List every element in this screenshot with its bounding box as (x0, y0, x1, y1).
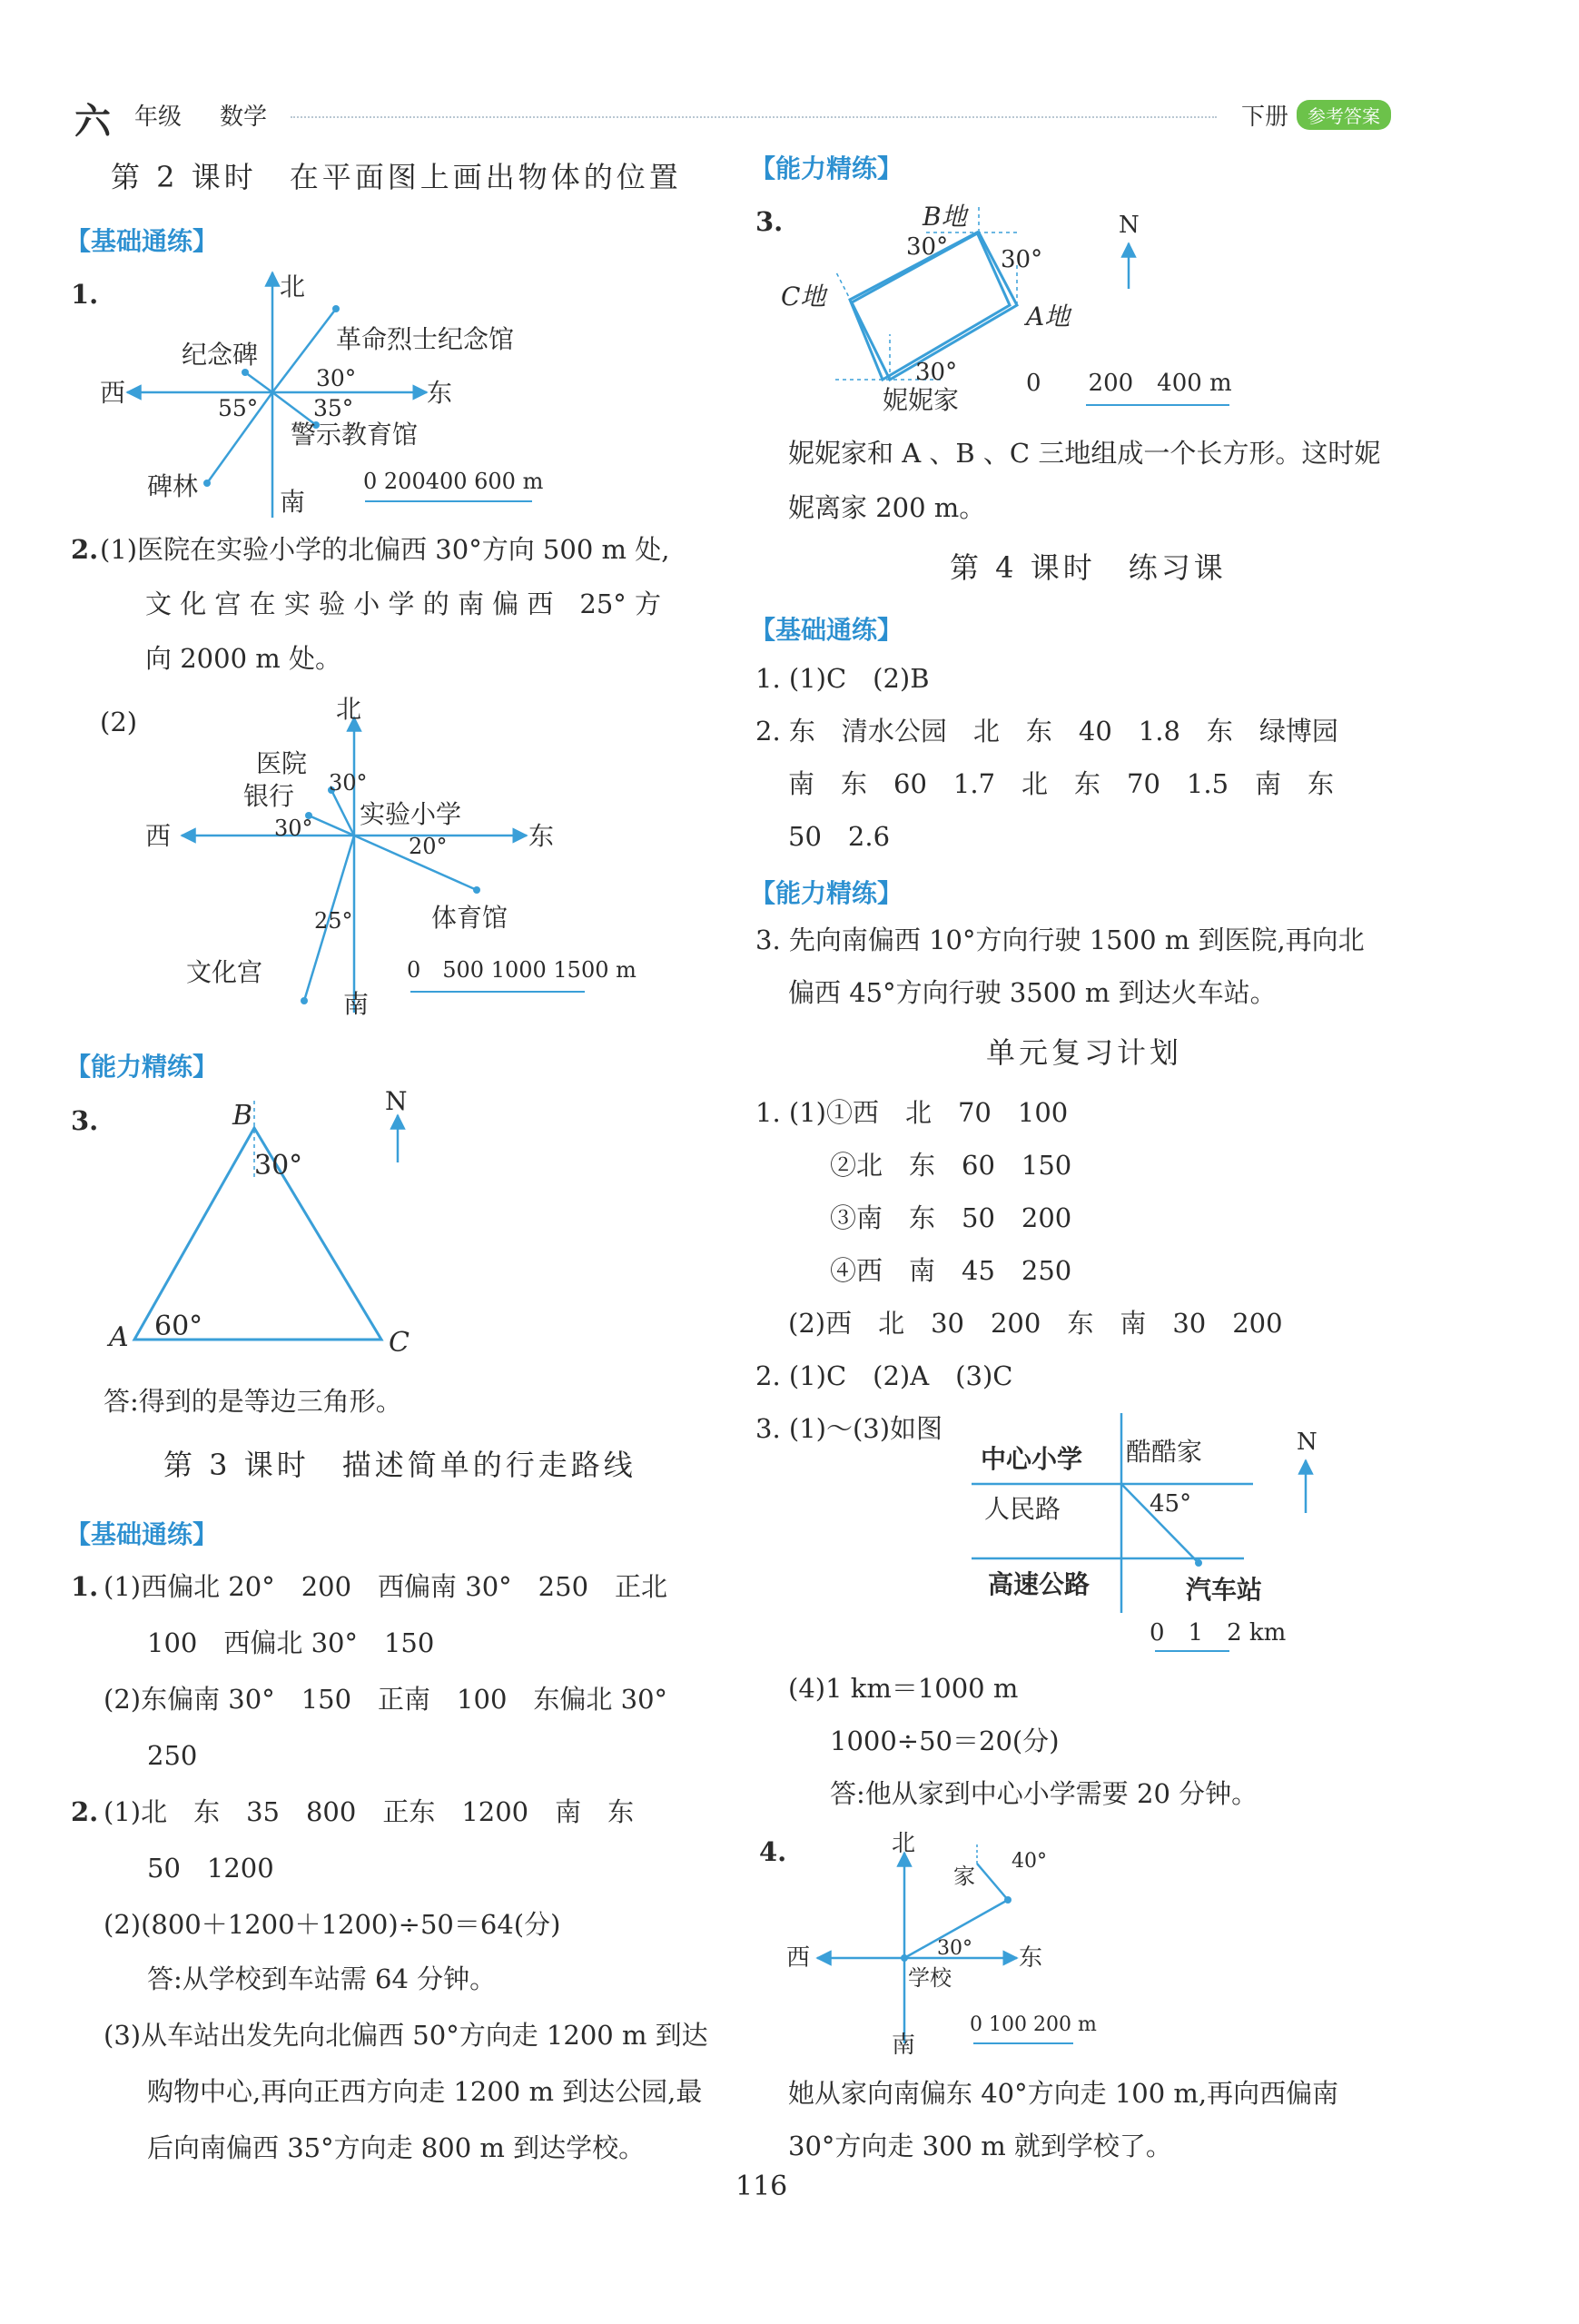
answer-line: 2. 东 清水公园 北 东 40 1.8 东 绿博园 (755, 716, 1338, 747)
answer-line: ③南 东 50 200 (830, 1202, 1072, 1233)
north-N: N (385, 1086, 408, 1116)
page-number: 116 (735, 2171, 788, 2202)
answer-line: (1)北 东 35 800 正东 1200 南 东 (104, 1796, 635, 1827)
lesson3-title: 第 3 课时 描述简单的行走路线 (163, 1448, 637, 1482)
vertex-B: B (232, 1100, 253, 1132)
ability-practice-label: 【能力精练】 (65, 1052, 219, 1082)
angle-label: 25° (314, 908, 353, 934)
answer-line: ②北 东 60 150 (830, 1150, 1072, 1181)
angle-label: 30° (915, 359, 958, 386)
answer-line: 文 化 宫 在 实 验 小 学 的 南 偏 西 25° 方 (145, 588, 662, 619)
point-B: B地 (923, 202, 967, 232)
answer-line: ④西 南 45 250 (830, 1255, 1072, 1286)
answer-line: 250 (147, 1740, 198, 1771)
hospital-label: 医院 (256, 748, 308, 778)
grade-label: 年级 (134, 104, 183, 131)
question-number: 4. (759, 1836, 787, 1867)
north-N: N (1297, 1429, 1317, 1456)
angle-label: 30° (274, 816, 313, 841)
answer-line: 后向南偏西 35°方向走 800 m 到达学校。 (147, 2132, 646, 2163)
answer-line: 3. 先向南偏西 10°方向行驶 1500 m 到医院,再向北 (755, 925, 1365, 955)
answer-line: (2)(800＋1200＋1200)÷50＝64(分) (104, 1909, 561, 1940)
angle-label: 40° (1012, 1850, 1047, 1873)
answer-line: (3)从车站出发先向北偏西 50°方向走 1200 m 到达 (104, 2020, 708, 2051)
bank-label: 银行 (243, 781, 295, 811)
angle-label: 20° (409, 834, 448, 859)
south-label: 南 (343, 989, 370, 1019)
ability-practice-label: 【能力精练】 (750, 153, 903, 183)
answer-badge: 参考答案 (1297, 100, 1391, 130)
answer-line: 答:他从家到中心小学需要 20 分钟。 (830, 1778, 1258, 1809)
scale-label: 0 200 400 m (1026, 370, 1232, 397)
question-number: 3. (71, 1105, 99, 1136)
south-label: 南 (280, 487, 306, 517)
east-label: 东 (427, 378, 453, 408)
answer-line: (2) (100, 707, 138, 737)
angle-label: 60° (154, 1310, 203, 1342)
jingshi-label: 警示教育馆 (291, 420, 419, 450)
scale-label: 0 200400 600 m (363, 469, 544, 494)
west-label: 西 (786, 1944, 811, 1972)
ability-practice-label: 【能力精练】 (750, 878, 903, 908)
answer-line: 50 2.6 (788, 821, 891, 852)
basic-practice-label: 【基础通练】 (750, 615, 903, 645)
west-label: 西 (145, 821, 172, 851)
answer-line: 偏西 45°方向行驶 3500 m 到达火车站。 (788, 977, 1277, 1008)
question-number: 2. (71, 534, 99, 565)
home-label: 家 (953, 1864, 975, 1889)
answer-line: (4)1 km＝1000 m (788, 1673, 1019, 1704)
vertex-C: C (389, 1327, 410, 1359)
angle-label: 30° (937, 1937, 972, 1960)
question-number: 2. (71, 1796, 99, 1827)
fig3-triangle (109, 1086, 472, 1359)
beilin-label: 碑林 (147, 471, 199, 501)
scale-label: 0 1 2 km (1150, 1619, 1287, 1647)
north-label: 北 (892, 1830, 916, 1857)
answer-line: 1000÷50＝20(分) (830, 1726, 1060, 1756)
angle-label: 30° (316, 365, 357, 391)
header-rule (291, 116, 1217, 118)
angle-label: 45° (1150, 1490, 1192, 1518)
answer-line: 妮离家 200 m。 (788, 492, 986, 523)
answer-line: 答:从学校到车站需 64 分钟。 (147, 1963, 497, 1994)
answer-line: 购物中心,再向正西方向走 1200 m 到达公园,最 (147, 2076, 703, 2107)
school-label: 实验小学 (360, 799, 462, 829)
question-number: 1. (71, 279, 99, 310)
answer-line: 50 1200 (147, 1853, 274, 1884)
scale-label: 0 500 1000 1500 m (407, 957, 637, 983)
subject-label: 数学 (220, 104, 268, 131)
school-label: 中心小学 (981, 1444, 1083, 1474)
answer-line: (1)西偏北 20° 200 西偏南 30° 250 正北 (104, 1571, 668, 1602)
answer-line: 南 东 60 1.7 北 东 70 1.5 南 东 (788, 768, 1335, 799)
answer-line: 30°方向走 300 m 就到学校了。 (788, 2131, 1172, 2161)
point-A: A地 (1026, 302, 1071, 331)
home-label: 妮妮家 (883, 385, 960, 415)
fig4-rectangle (781, 198, 1289, 415)
angle-label: 30° (254, 1150, 303, 1182)
kuku-home-label: 酷酷家 (1126, 1437, 1203, 1467)
answer-line: 向 2000 m 处。 (145, 643, 341, 674)
lesson4-title: 第 4 课时 练习课 (950, 550, 1227, 585)
west-label: 西 (100, 378, 126, 408)
angle-label: 55° (218, 395, 259, 421)
question-number: 3. (755, 206, 784, 237)
east-label: 东 (528, 821, 555, 851)
fig2-diagram (136, 694, 681, 1026)
jinianbei-label: 纪念碑 (182, 340, 259, 370)
angle-label: 30° (1001, 246, 1043, 273)
angle-label: 30° (329, 770, 368, 796)
answer-line: 她从家向南偏东 40°方向走 100 m,再向西偏南 (788, 2078, 1339, 2109)
fig6-route (781, 1825, 1162, 2059)
review-title: 单元复习计划 (986, 1035, 1183, 1070)
question-number: 1. (71, 1571, 99, 1602)
road-label: 人民路 (984, 1494, 1061, 1524)
point-C: C地 (781, 282, 826, 312)
answer-line: 3. (1)～(3)如图 (755, 1413, 943, 1444)
answer-line: (2)东偏南 30° 150 正南 100 东偏北 30° (104, 1684, 668, 1715)
volume-label: 下册 (1241, 104, 1289, 131)
north-label: 北 (280, 272, 306, 302)
answer-line: 100 西偏北 30° 150 (147, 1627, 435, 1658)
south-label: 南 (892, 2032, 916, 2059)
scale-label: 0 100 200 m (970, 2013, 1097, 2036)
angle-label: 35° (313, 395, 354, 421)
answer-line: 1. (1)①西 北 70 100 (755, 1097, 1069, 1128)
culture-label: 文化宫 (186, 957, 263, 987)
grade-char: 六 (74, 100, 111, 143)
north-label: 北 (336, 694, 362, 724)
answer-line: (2)西 北 30 200 东 南 30 200 (788, 1308, 1283, 1339)
lesson2-title: 第 2 课时 在平面图上画出物体的位置 (111, 160, 682, 194)
east-label: 东 (1019, 1944, 1043, 1972)
answer-line: 妮妮家和 A 、B 、C 三地组成一个长方形。这时妮 (788, 438, 1381, 469)
north-N: N (1119, 212, 1140, 239)
fig5-map (972, 1413, 1371, 1649)
basic-practice-label: 【基础通练】 (65, 226, 219, 256)
line-jinianbei (245, 372, 272, 392)
fig1-diagram (73, 272, 617, 527)
answer-line: 答:得到的是等边三角形。 (104, 1386, 402, 1417)
answer-line: (1)医院在实验小学的北偏西 30°方向 500 m 处, (100, 534, 670, 565)
highway-label: 高速公路 (988, 1569, 1090, 1599)
angle-label: 30° (906, 233, 949, 261)
basic-practice-label: 【基础通练】 (65, 1519, 219, 1549)
school-label: 学校 (908, 1965, 952, 1991)
geming-label: 革命烈士纪念馆 (336, 324, 515, 354)
bus-station-label: 汽车站 (1186, 1575, 1263, 1605)
answer-line: 1. (1)C (2)B (755, 663, 930, 694)
answer-line: 2. (1)C (2)A (3)C (755, 1360, 1013, 1391)
gym-label: 体育馆 (431, 903, 508, 933)
vertex-A: A (109, 1321, 129, 1353)
